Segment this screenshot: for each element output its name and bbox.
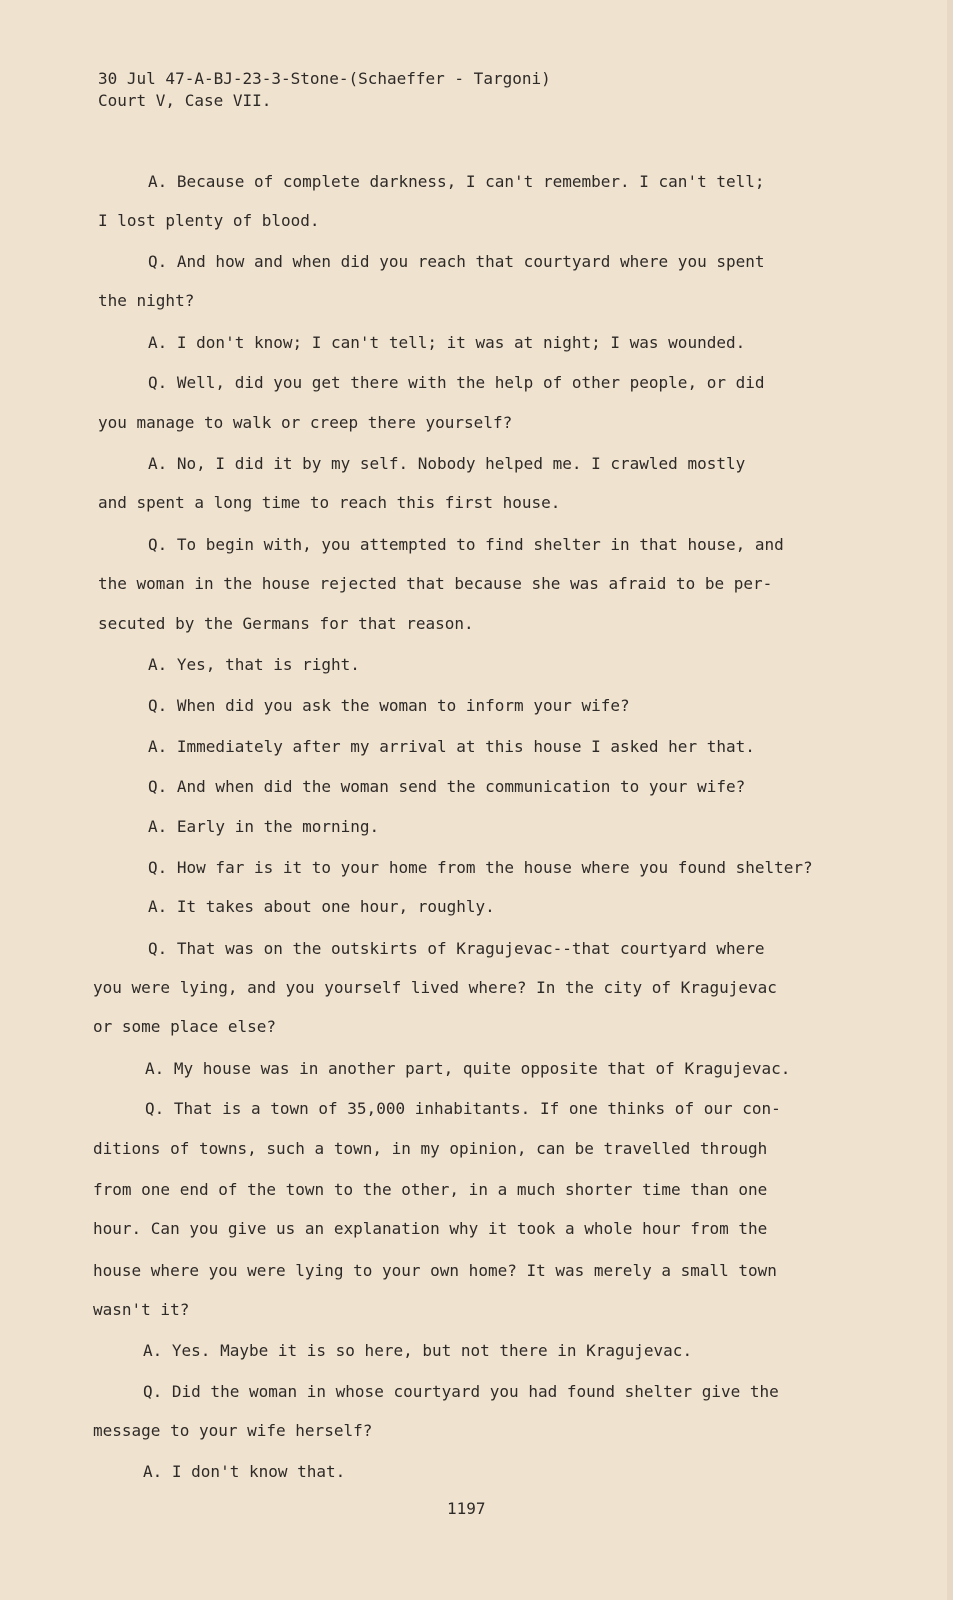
transcript-line: you manage to walk or creep there yourself? (98, 413, 513, 432)
transcript-line: and spent a long time to reach this first house. (98, 493, 561, 512)
transcript-line: or some place else? (93, 1017, 277, 1036)
transcript-line: A. Because of complete darkness, I can't remember. I can't tell; (148, 172, 765, 191)
document-header (98, 68, 551, 112)
transcript-line: Q. That was on the outskirts of Kragujevac--that courtyard where (148, 939, 765, 958)
transcript-line: ditions of towns, such a town, in my opinion, can be travelled through (93, 1139, 768, 1158)
header-reference: 30 Jul 47-A-BJ-23-3-Stone-(Schaeffer - Targoni) (98, 69, 551, 88)
transcript-line: hour. Can you give us an explanation why it took a whole hour from the (93, 1219, 768, 1238)
transcript-line: A. Early in the morning. (148, 817, 380, 836)
transcript-line: I lost plenty of blood. (98, 211, 320, 230)
transcript-line: A. My house was in another part, quite opposite that of Kragujevac. (145, 1059, 791, 1078)
transcript-line: Q. To begin with, you attempted to find shelter in that house, and (148, 535, 784, 554)
transcript-line: Q. And how and when did you reach that courtyard where you spent (148, 252, 765, 271)
transcript-line: from one end of the town to the other, in a much shorter time than one (93, 1180, 768, 1199)
transcript-line: Q. And when did the woman send the communication to your wife? (148, 777, 746, 796)
transcript-line: wasn't it? (93, 1300, 190, 1319)
transcript-line: Q. How far is it to your home from the house where you found shelter? (148, 858, 813, 877)
transcript-line: Q. When did you ask the woman to inform your wife? (148, 696, 630, 715)
transcript-line: house where you were lying to your own home? It was merely a small town (93, 1261, 777, 1280)
transcript-line: A. Yes, that is right. (148, 655, 360, 674)
transcript-line: A. I don't know that. (143, 1462, 346, 1481)
page-number: 1197 (447, 1499, 486, 1518)
header-court-case: Court V, Case VII. (98, 91, 272, 110)
transcript-line: Q. Well, did you get there with the help of other people, or did (148, 373, 765, 392)
transcript-line: secuted by the Germans for that reason. (98, 614, 474, 633)
transcript-line: message to your wife herself? (93, 1421, 373, 1440)
transcript-line: A. No, I did it by my self. Nobody helped me. I crawled mostly (148, 454, 746, 473)
transcript-line: A. It takes about one hour, roughly. (148, 897, 495, 916)
transcript-line: Q. Did the woman in whose courtyard you had found shelter give the (143, 1382, 779, 1401)
transcript-line: the night? (98, 291, 195, 310)
transcript-line: A. I don't know; I can't tell; it was at night; I was wounded. (148, 333, 746, 352)
transcript-line: A. Immediately after my arrival at this house I asked her that. (148, 737, 755, 756)
transcript-line: Q. That is a town of 35,000 inhabitants. If one thinks of our con- (145, 1099, 781, 1118)
transcript-line: the woman in the house rejected that because she was afraid to be per- (98, 574, 773, 593)
transcript-line: you were lying, and you yourself lived where? In the city of Kragujevac (93, 978, 777, 997)
page-edge (947, 0, 953, 1600)
transcript-line: A. Yes. Maybe it is so here, but not there in Kragujevac. (143, 1341, 693, 1360)
